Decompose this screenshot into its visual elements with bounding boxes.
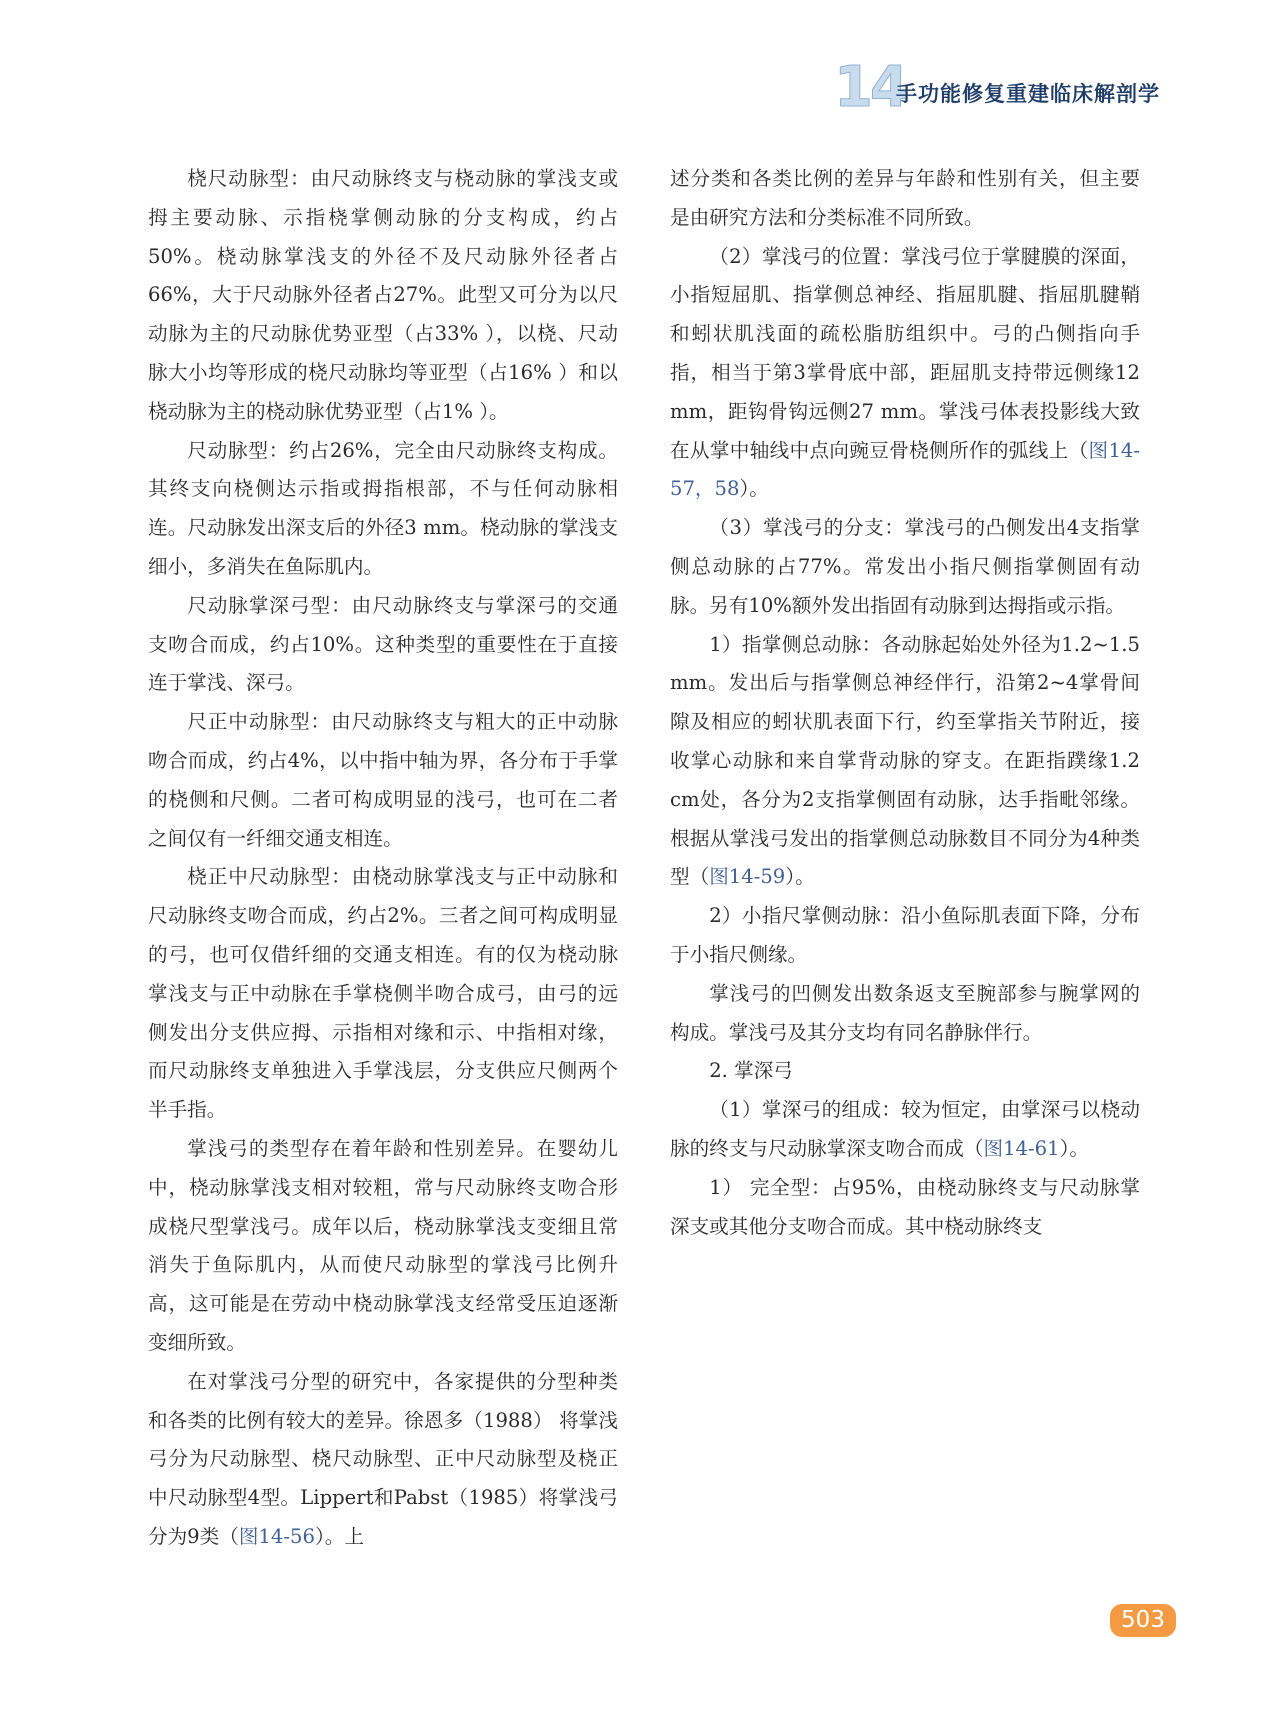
page-number-badge: 503	[1110, 1604, 1176, 1637]
paragraph-deep-arch-composition	[670, 1091, 1140, 1169]
paragraph-common-digital-arteries	[670, 626, 1140, 898]
paragraph-ulnar-deep-arch-type: 尺动脉掌深弓型：由尺动脉终支与掌深弓的交通支吻合而成，约占10%。这种类型的重要性在于直接连于掌浅、深弓。	[148, 593, 618, 695]
figure-reference[interactable]: 图14-61	[983, 1136, 1060, 1160]
figure-reference[interactable]: 图14-57，58	[670, 438, 1140, 501]
paragraph-text-end: ）。	[739, 477, 769, 501]
paragraph-ulnar-type: 尺动脉型：约占26%，完全由尺动脉终支构成。其终支向桡侧达示指或拇指根部，不与任何动脉相连。尺动脉发出深支后的外径3 mm。桡动脉的掌浅支细小，多消失在鱼际肌内。	[148, 438, 618, 578]
paragraph-little-finger-artery: 2）小指尺掌侧动脉：沿小鱼际肌表面下降，分布于小指尺侧缘。	[670, 904, 1140, 966]
paragraph-recurrent-branches: 掌浅弓的凹侧发出数条返支至腕部参与腕掌网的构成。掌浅弓及其分支均有同名静脉伴行。	[670, 981, 1140, 1044]
figure-reference[interactable]: 图14-56	[238, 1524, 315, 1548]
paragraph-arch-branches: （3）掌浅弓的分支：掌浅弓的凸侧发出4支指掌侧总动脉的占77%。常发出小指尺侧指掌侧固有动脉。另有10%额外发出指固有动脉到达拇指或示指。	[670, 516, 1140, 617]
chapter-title: 手功能修复重建临床解剖学	[896, 82, 1160, 106]
paragraph-radio-ulnar-type: 桡尺动脉型：由尺动脉终支与桡动脉的掌浅支或拇主要动脉、示指桡掌侧动脉的分支构成，约占50%。桡动脉掌浅支的外径不及尺动脉外径者占66%，大于尺动脉外径者占27%。此型又可分为以尺动脉为主的尺动脉优势亚型（占33% ），以桡、尺动脉大小均等形成的桡尺动脉均等亚型（占16% ）和以桡动脉为主的桡动脉优势亚型（占1% ）。	[148, 167, 618, 423]
running-header	[800, 52, 1240, 122]
paragraph-classification-research	[148, 1363, 618, 1557]
paragraph-arch-position	[670, 238, 1140, 510]
paragraph-complete-type: 1） 完全型：占95%，由桡动脉终支与尺动脉掌深支或其他分支吻合而成。其中桡动脉终支	[670, 1175, 1140, 1238]
paragraph-age-sex-differences: 掌浅弓的类型存在着年龄和性别差异。在婴幼儿中，桡动脉掌浅支相对较粗，常与尺动脉终支吻合形成桡尺型掌浅弓。成年以后，桡动脉掌浅支变细且常消失于鱼际肌内，从而使尺动脉型的掌浅弓比例升高，这可能是在劳动中桡动脉掌浅支经常受压迫逐渐变细所致。	[148, 1136, 618, 1354]
paragraph-text: 在对掌浅弓分型的研究中，各家提供的分型种类和各类的比例有较大的差异。徐恩多（1988） 将掌浅弓分为尺动脉型、桡尺动脉型、正中尺动脉型及桡正中尺动脉型4型。Lippert和Pabst（1985）将掌浅弓分为9类（	[148, 1369, 618, 1548]
paragraph-text: 1）指掌侧总动脉：各动脉起始处外径为1.2~1.5 mm。发出后与指掌侧总神经伴行，沿第2~4掌骨间隙及相应的蚓状肌表面下行，约至掌指关节附近，接收掌心动脉和来自掌背动脉的穿支。在距指蹼缘1.2 cm处，各分为2支指掌侧固有动脉，达手指毗邻缘。根据从掌浅弓发出的指掌侧总动脉数目不同分为4种类型（	[670, 632, 1140, 889]
paragraph-radio-median-ulnar-type: 桡正中尺动脉型：由桡动脉掌浅支与正中动脉和尺动脉终支吻合而成，约占2%。三者之间可构成明显的弓，也可仅借纤细的交通支相连。有的仅为桡动脉掌浅支与正中动脉在手掌桡侧半吻合成弓，由弓的远侧发出分支供应拇、示指相对缘和示、中指相对缘，而尺动脉终支单独进入手掌浅层，分支供应尺侧两个半手指。	[148, 865, 618, 1122]
section-heading-deep-arch: 2. 掌深弓	[709, 1059, 793, 1083]
paragraph-text: （2）掌浅弓的位置：掌浅弓位于掌腱膜的深面，小指短屈肌、指掌侧总神经、指屈肌腱、指屈肌腱鞘和蚓状肌浅面的疏松脂肪组织中。弓的凸侧指向手指，相当于第3掌骨底中部，距屈肌支持带远侧缘12 mm，距钩骨钩远侧27 mm。掌浅弓体表投影线大致在从掌中轴线中点向豌豆骨桡侧所作的弧线上（	[670, 244, 1140, 462]
paragraph-ulnar-median-type: 尺正中动脉型：由尺动脉终支与粗大的正中动脉吻合而成，约占4%，以中指中轴为界，各分布于手掌的桡侧和尺侧。二者可构成明显的浅弓，也可在二者之间仅有一纤细交通支相连。	[148, 710, 618, 850]
paragraph-text: （1）掌深弓的组成：较为恒定，由掌深弓以桡动脉的终支与尺动脉掌深支吻合而成（	[670, 1098, 1140, 1160]
left-column	[148, 160, 618, 1557]
paragraph-text-end: ）。上	[314, 1524, 364, 1548]
paragraph-text-end: ）。	[1059, 1136, 1089, 1160]
paragraph-text-end: ）。	[785, 865, 815, 889]
chapter-number: 14	[834, 55, 906, 120]
right-column	[670, 160, 1140, 1246]
paragraph-continuation: 述分类和各类比例的差异与年龄和性别有关，但主要是由研究方法和分类标准不同所致。	[670, 167, 1140, 229]
figure-reference[interactable]: 图14-59	[709, 865, 786, 889]
